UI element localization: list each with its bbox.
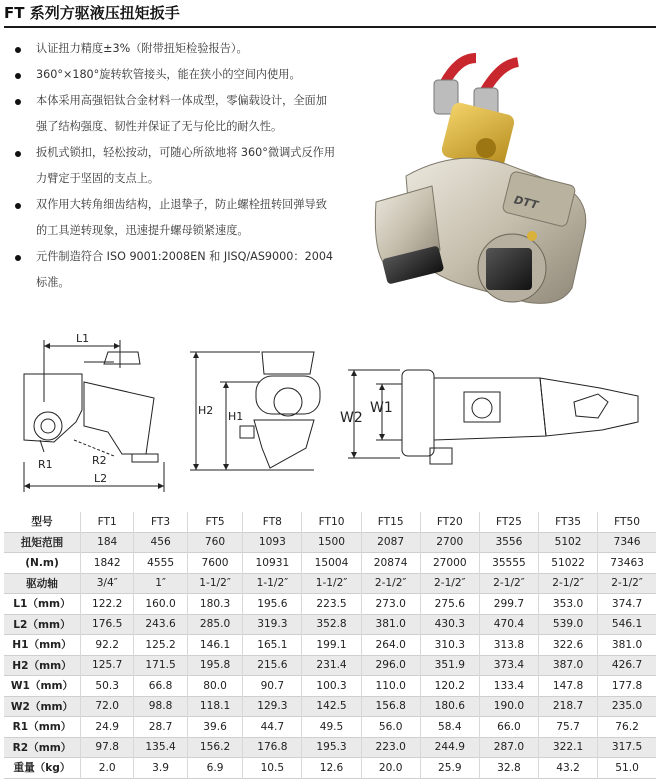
row-label: (N.m) — [25, 556, 59, 569]
table-header-row — [4, 512, 656, 532]
table-cell: 218.7 — [539, 696, 598, 717]
table-header-cell: FT20 — [420, 512, 479, 532]
table-cell: 176.8 — [243, 737, 302, 758]
table-cell: 142.5 — [302, 696, 361, 717]
table-cell: 180.3 — [187, 594, 243, 615]
table-cell: 2700 — [420, 532, 479, 553]
table-cell: 120.2 — [420, 676, 479, 697]
table-cell: 275.6 — [420, 594, 479, 615]
table-row — [4, 573, 656, 594]
table-cell: 156.8 — [361, 696, 420, 717]
bullet-icon — [15, 47, 21, 53]
table-row — [4, 737, 656, 758]
top-drawing — [340, 348, 652, 474]
table-row — [4, 758, 656, 779]
table-cell: 387.0 — [539, 655, 598, 676]
table-cell: 381.0 — [361, 614, 420, 635]
table-cell: 223.5 — [302, 594, 361, 615]
table-cell: 125.7 — [81, 655, 134, 676]
table-cell: 125.2 — [134, 635, 187, 656]
table-cell: 381.0 — [598, 635, 656, 656]
table-cell: 264.0 — [361, 635, 420, 656]
feature-text: 元件制造符合 ISO 9001:2008EN 和 JISQ/AS9000：2004标准。 — [36, 250, 334, 289]
table-cell: 4555 — [134, 553, 187, 574]
table-cell: 15004 — [302, 553, 361, 574]
table-cell: 51.0 — [598, 758, 656, 779]
table-cell: 1500 — [302, 532, 361, 553]
table-cell: 1842 — [81, 553, 134, 574]
table-cell: 190.0 — [479, 696, 538, 717]
table-cell: 195.3 — [302, 737, 361, 758]
table-cell: 118.1 — [187, 696, 243, 717]
table-cell: 2-1/2″ — [598, 573, 656, 594]
table-cell: 273.0 — [361, 594, 420, 615]
table-cell: 223.0 — [361, 737, 420, 758]
table-cell: 10931 — [243, 553, 302, 574]
dim-label-r1: R1 — [38, 458, 53, 471]
table-cell: 352.8 — [302, 614, 361, 635]
row-label: L1（mm） — [13, 598, 71, 611]
table-cell: 2-1/2″ — [361, 573, 420, 594]
dim-label-l1: L1 — [76, 332, 90, 345]
table-cell: 184 — [81, 532, 134, 553]
table-cell: 426.7 — [598, 655, 656, 676]
table-row — [4, 532, 656, 553]
feature-text: 360°×180°旋转软管接头，能在狭小的空间内使用。 — [36, 68, 301, 81]
table-cell: 32.8 — [479, 758, 538, 779]
table-cell: 231.4 — [302, 655, 361, 676]
row-label: H2（mm） — [12, 659, 72, 672]
table-cell: 177.8 — [598, 676, 656, 697]
product-photo — [336, 36, 656, 326]
spec-table — [4, 512, 656, 779]
table-cell: 322.6 — [539, 635, 598, 656]
table-cell: 160.0 — [134, 594, 187, 615]
feature-item — [8, 88, 338, 140]
table-cell: 171.5 — [134, 655, 187, 676]
side-drawing — [14, 322, 334, 502]
table-cell: 195.8 — [187, 655, 243, 676]
table-header-cell: FT1 — [81, 512, 134, 532]
table-row — [4, 594, 656, 615]
table-header-cell: FT25 — [479, 512, 538, 532]
table-cell: 430.3 — [420, 614, 479, 635]
table-cell: 66.8 — [134, 676, 187, 697]
bullet-icon — [15, 151, 21, 157]
table-cell: 180.6 — [420, 696, 479, 717]
dim-label-h2: H2 — [198, 404, 214, 417]
feature-text: 本体采用高强铝钛合金材料一体成型，零偏载设计，全面加强了结构强度、韧性并保证了无与伦比的耐久性。 — [36, 94, 327, 133]
table-header-label: 型号 — [31, 516, 53, 529]
table-cell: 235.0 — [598, 696, 656, 717]
table-cell: 72.0 — [81, 696, 134, 717]
table-cell: 90.7 — [243, 676, 302, 697]
table-row — [4, 696, 656, 717]
table-cell: 80.0 — [187, 676, 243, 697]
table-cell: 3556 — [479, 532, 538, 553]
row-label: R2（mm） — [12, 741, 72, 754]
bullet-icon — [15, 73, 21, 79]
table-cell: 287.0 — [479, 737, 538, 758]
table-cell: 7600 — [187, 553, 243, 574]
table-cell: 50.3 — [81, 676, 134, 697]
table-cell: 351.9 — [420, 655, 479, 676]
table-cell: 313.8 — [479, 635, 538, 656]
row-label: W2（mm） — [10, 700, 74, 713]
page-title: FT 系列方驱液压扭矩扳手 — [4, 4, 180, 22]
bullet-icon — [15, 99, 21, 105]
table-cell: 122.2 — [81, 594, 134, 615]
table-cell: 2087 — [361, 532, 420, 553]
row-label: 驱动轴 — [26, 577, 58, 590]
table-cell: 7346 — [598, 532, 656, 553]
table-cell: 176.5 — [81, 614, 134, 635]
table-cell: 243.6 — [134, 614, 187, 635]
table-cell: 66.0 — [479, 717, 538, 738]
brand-logo: DTT — [512, 193, 540, 212]
table-header-cell: FT10 — [302, 512, 361, 532]
table-cell: 322.1 — [539, 737, 598, 758]
table-cell: 2-1/2″ — [539, 573, 598, 594]
table-cell: 28.7 — [134, 717, 187, 738]
table-cell: 195.6 — [243, 594, 302, 615]
table-cell: 470.4 — [479, 614, 538, 635]
table-cell: 244.9 — [420, 737, 479, 758]
table-cell: 44.7 — [243, 717, 302, 738]
feature-item — [8, 140, 338, 192]
table-header-cell: FT35 — [539, 512, 598, 532]
table-row — [4, 635, 656, 656]
table-cell: 75.7 — [539, 717, 598, 738]
table-cell: 1-1/2″ — [302, 573, 361, 594]
table-cell: 353.0 — [539, 594, 598, 615]
dim-label-r2: R2 — [92, 454, 107, 467]
table-cell: 319.3 — [243, 614, 302, 635]
table-cell: 129.3 — [243, 696, 302, 717]
table-cell: 51022 — [539, 553, 598, 574]
dim-label-w1: W1 — [370, 400, 393, 416]
row-label: W1（mm） — [10, 680, 74, 693]
table-cell: 3.9 — [134, 758, 187, 779]
table-cell: 2-1/2″ — [420, 573, 479, 594]
feature-item — [8, 36, 338, 62]
table-row — [4, 676, 656, 697]
table-cell: 6.9 — [187, 758, 243, 779]
wrench-body-icon — [375, 158, 585, 303]
table-cell: 146.1 — [187, 635, 243, 656]
table-cell: 133.4 — [479, 676, 538, 697]
table-cell: 1093 — [243, 532, 302, 553]
table-cell: 10.5 — [243, 758, 302, 779]
table-row — [4, 553, 656, 574]
table-cell: 539.0 — [539, 614, 598, 635]
table-cell: 296.0 — [361, 655, 420, 676]
table-cell: 25.9 — [420, 758, 479, 779]
table-cell: 5102 — [539, 532, 598, 553]
dim-label-h1: H1 — [228, 410, 244, 423]
table-header-cell: FT3 — [134, 512, 187, 532]
table-cell: 35555 — [479, 553, 538, 574]
table-header-cell: FT8 — [243, 512, 302, 532]
table-cell: 156.2 — [187, 737, 243, 758]
table-cell: 317.5 — [598, 737, 656, 758]
table-cell: 58.4 — [420, 717, 479, 738]
row-label: 重量（kg） — [13, 762, 71, 775]
row-label: L2（mm） — [13, 618, 71, 631]
table-cell: 100.3 — [302, 676, 361, 697]
row-label: R1（mm） — [12, 721, 72, 734]
table-cell: 1-1/2″ — [187, 573, 243, 594]
table-cell: 27000 — [420, 553, 479, 574]
feature-text: 扳机式锁扣，轻松按动，可随心所欲地将 360°微调式反作用力臂定于坚固的支点上。 — [36, 146, 336, 185]
table-header-cell: FT15 — [361, 512, 420, 532]
bullet-icon — [15, 203, 21, 209]
table-cell: 285.0 — [187, 614, 243, 635]
table-cell: 49.5 — [302, 717, 361, 738]
table-cell: 73463 — [598, 553, 656, 574]
table-cell: 20.0 — [361, 758, 420, 779]
dim-label-w2: W2 — [340, 410, 363, 426]
table-cell: 20874 — [361, 553, 420, 574]
table-cell: 760 — [187, 532, 243, 553]
table-cell: 56.0 — [361, 717, 420, 738]
table-cell: 165.1 — [243, 635, 302, 656]
table-cell: 310.3 — [420, 635, 479, 656]
table-cell: 2-1/2″ — [479, 573, 538, 594]
table-cell: 97.8 — [81, 737, 134, 758]
feature-text: 认证扭力精度±3%（附带扭矩检验报告）。 — [36, 42, 248, 55]
table-cell: 43.2 — [539, 758, 598, 779]
table-cell: 215.6 — [243, 655, 302, 676]
table-cell: 110.0 — [361, 676, 420, 697]
table-cell: 1″ — [134, 573, 187, 594]
table-row — [4, 655, 656, 676]
table-header-cell: FT50 — [598, 512, 656, 532]
table-cell: 92.2 — [81, 635, 134, 656]
feature-text: 双作用大转角细齿结构，止退挚子，防止螺栓扭转回弹导致的工具逆转现象，迅速提升螺母锁紧速度。 — [36, 198, 327, 237]
table-cell: 24.9 — [81, 717, 134, 738]
row-label: 扭矩范围 — [20, 536, 64, 549]
table-cell: 546.1 — [598, 614, 656, 635]
title-divider — [4, 26, 656, 28]
bullet-icon — [15, 255, 21, 261]
table-row — [4, 717, 656, 738]
table-cell: 299.7 — [479, 594, 538, 615]
table-cell: 374.7 — [598, 594, 656, 615]
row-label: H1（mm） — [12, 639, 72, 652]
table-cell: 98.8 — [134, 696, 187, 717]
dim-label-l2: L2 — [94, 472, 108, 485]
table-cell: 456 — [134, 532, 187, 553]
feature-item — [8, 62, 338, 88]
table-cell: 147.8 — [539, 676, 598, 697]
table-body — [4, 532, 656, 778]
table-cell: 135.4 — [134, 737, 187, 758]
table-cell: 1-1/2″ — [243, 573, 302, 594]
table-cell: 76.2 — [598, 717, 656, 738]
table-cell: 39.6 — [187, 717, 243, 738]
table-cell: 2.0 — [81, 758, 134, 779]
table-row — [4, 614, 656, 635]
table-header-cell: FT5 — [187, 512, 243, 532]
table-cell: 373.4 — [479, 655, 538, 676]
feature-list — [8, 36, 338, 296]
table-cell: 12.6 — [302, 758, 361, 779]
hose-coupler-icon — [434, 58, 518, 171]
table-cell: 199.1 — [302, 635, 361, 656]
feature-item — [8, 244, 338, 296]
feature-item — [8, 192, 338, 244]
table-cell: 3/4″ — [81, 573, 134, 594]
